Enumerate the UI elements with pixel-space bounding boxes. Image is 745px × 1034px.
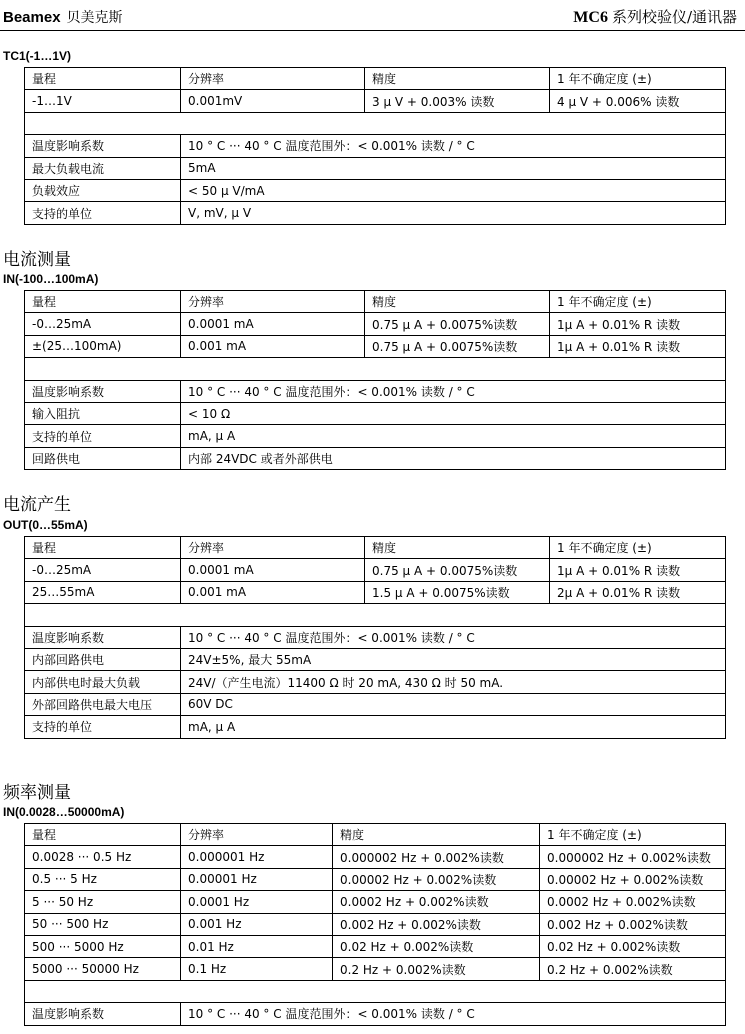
table-cell: 0.75 μ A + 0.0075%读数 <box>365 559 550 581</box>
current-generate-table <box>24 536 726 739</box>
column-header: 量程 <box>25 537 181 559</box>
spacer-row <box>25 604 726 626</box>
table-cell: 5 ··· 50 Hz <box>25 891 181 913</box>
table-cell: 0.000002 Hz + 0.002%读数 <box>540 846 726 868</box>
table-cell: 0.0002 Hz + 0.002%读数 <box>540 891 726 913</box>
column-header: 量程 <box>25 824 181 846</box>
spacer-cell <box>25 112 726 134</box>
table-cell: 0.75 μ A + 0.0075%读数 <box>365 313 550 335</box>
table-cell: 0.0001 mA <box>181 559 365 581</box>
spec-row <box>25 179 726 201</box>
table-cell: 0.00002 Hz + 0.002%读数 <box>333 868 540 890</box>
table-row <box>25 958 726 980</box>
spec-row <box>25 402 726 424</box>
column-header: 分辨率 <box>181 68 365 90</box>
table-cell: 0.001mV <box>181 90 365 112</box>
current-measure-table <box>24 290 726 470</box>
spec-label: 温度影响系数 <box>25 626 181 648</box>
table-cell: 0.02 Hz + 0.002%读数 <box>333 935 540 957</box>
spec-row <box>25 671 726 693</box>
column-header: 1 年不确定度 (±) <box>540 824 726 846</box>
table-cell: -0…25mA <box>25 559 181 581</box>
brand-name-cn: 贝美克斯 <box>66 10 123 26</box>
table-cell: 0.0001 mA <box>181 313 365 335</box>
table-cell: 0.5 ··· 5 Hz <box>25 868 181 890</box>
frequency-measure-subtitle: IN(0.0028…50000mA) <box>3 805 125 819</box>
table-cell: 1μ A + 0.01% R 读数 <box>550 335 726 357</box>
table-row <box>25 335 726 357</box>
table-cell: 0.1 Hz <box>181 958 333 980</box>
table-cell: 500 ··· 5000 Hz <box>25 935 181 957</box>
current-measure-title: 电流测量 <box>3 250 71 270</box>
tc1-table <box>24 67 726 225</box>
spec-label: 内部回路供电 <box>25 648 181 670</box>
table-header-row <box>25 291 726 313</box>
table-cell: -1…1V <box>25 90 181 112</box>
table-row <box>25 891 726 913</box>
column-header: 精度 <box>365 537 550 559</box>
spec-value: 24V/（产生电流）11400 Ω 时 20 mA, 430 Ω 时 50 mA. <box>181 671 726 693</box>
spec-row <box>25 1003 726 1025</box>
spec-label: 内部供电时最大负载 <box>25 671 181 693</box>
page-header <box>0 0 745 32</box>
table-cell: 1.5 μ A + 0.0075%读数 <box>365 581 550 603</box>
spec-row <box>25 135 726 157</box>
table-cell: -0…25mA <box>25 313 181 335</box>
table-cell: 0.000002 Hz + 0.002%读数 <box>333 846 540 868</box>
table-cell: 25…55mA <box>25 581 181 603</box>
table-row <box>25 846 726 868</box>
table-cell: 0.00001 Hz <box>181 868 333 890</box>
column-header: 分辨率 <box>181 537 365 559</box>
spec-value: 10 ° C ··· 40 ° C 温度范围外：< 0.001% 读数 / ° C <box>181 135 726 157</box>
table-cell: 0.0028 ··· 0.5 Hz <box>25 846 181 868</box>
spec-label: 负载效应 <box>25 179 181 201</box>
table-row <box>25 559 726 581</box>
column-header: 分辨率 <box>181 824 333 846</box>
table-cell: 0.75 μ A + 0.0075%读数 <box>365 335 550 357</box>
table-row <box>25 913 726 935</box>
header-divider <box>0 30 745 31</box>
spec-label: 外部回路供电最大电压 <box>25 693 181 715</box>
table-row <box>25 313 726 335</box>
table-cell: 1μ A + 0.01% R 读数 <box>550 559 726 581</box>
model-name: MC6 <box>573 9 608 26</box>
spacer-row <box>25 358 726 380</box>
spec-label: 回路供电 <box>25 447 181 469</box>
spec-value: V, mV, μ V <box>181 202 726 224</box>
table-cell: 0.000001 Hz <box>181 846 333 868</box>
table-cell: 0.0001 Hz <box>181 891 333 913</box>
spec-label: 支持的单位 <box>25 716 181 738</box>
column-header: 精度 <box>365 291 550 313</box>
spacer-row <box>25 112 726 134</box>
brand <box>3 7 123 27</box>
table-cell: 0.02 Hz + 0.002%读数 <box>540 935 726 957</box>
spec-row <box>25 157 726 179</box>
column-header: 1 年不确定度 (±) <box>550 537 726 559</box>
spec-value: 10 ° C ··· 40 ° C 温度范围外：< 0.001% 读数 / ° C <box>181 380 726 402</box>
spec-value: 5mA <box>181 157 726 179</box>
table-cell: 0.001 mA <box>181 581 365 603</box>
table-cell: 0.01 Hz <box>181 935 333 957</box>
spec-value: 内部 24VDC 或者外部供电 <box>181 447 726 469</box>
spec-row <box>25 626 726 648</box>
table-row <box>25 581 726 603</box>
spec-label: 温度影响系数 <box>25 135 181 157</box>
spec-value: mA, μ A <box>181 716 726 738</box>
column-header: 精度 <box>333 824 540 846</box>
spec-label: 输入阻抗 <box>25 402 181 424</box>
table-row <box>25 935 726 957</box>
column-header: 1 年不确定度 (±) <box>550 291 726 313</box>
table-cell: 0.00002 Hz + 0.002%读数 <box>540 868 726 890</box>
table-cell: 0.002 Hz + 0.002%读数 <box>333 913 540 935</box>
table-cell: 0.0002 Hz + 0.002%读数 <box>333 891 540 913</box>
spec-label: 温度影响系数 <box>25 1003 181 1025</box>
table-cell: 5000 ··· 50000 Hz <box>25 958 181 980</box>
spec-value: < 50 μ V/mA <box>181 179 726 201</box>
spec-value: 24V±5%, 最大 55mA <box>181 648 726 670</box>
table-cell: ±(25…100mA) <box>25 335 181 357</box>
document-title <box>573 6 737 27</box>
table-cell: 3 μ V + 0.003% 读数 <box>365 90 550 112</box>
model-description: 系列校验仪/通讯器 <box>611 8 737 26</box>
spec-label: 支持的单位 <box>25 425 181 447</box>
table-header-row <box>25 68 726 90</box>
table-cell: 0.2 Hz + 0.002%读数 <box>540 958 726 980</box>
spec-value: mA, μ A <box>181 425 726 447</box>
spec-row <box>25 202 726 224</box>
spec-value: < 10 Ω <box>181 402 726 424</box>
table-cell: 50 ··· 500 Hz <box>25 913 181 935</box>
column-header: 分辨率 <box>181 291 365 313</box>
spec-value: 60V DC <box>181 693 726 715</box>
spec-label: 最大负载电流 <box>25 157 181 179</box>
brand-name: Beamex <box>3 9 61 26</box>
spec-row <box>25 380 726 402</box>
spec-value: 10 ° C ··· 40 ° C 温度范围外：< 0.001% 读数 / ° C <box>181 626 726 648</box>
current-generate-title: 电流产生 <box>3 495 71 515</box>
table-cell: 4 μ V + 0.006% 读数 <box>550 90 726 112</box>
table-cell: 2μ A + 0.01% R 读数 <box>550 581 726 603</box>
frequency-measure-table <box>24 823 726 1026</box>
tc1-subtitle: TC1(-1…1V) <box>3 49 72 63</box>
spacer-cell <box>25 358 726 380</box>
table-cell: 0.2 Hz + 0.002%读数 <box>333 958 540 980</box>
column-header: 量程 <box>25 68 181 90</box>
table-cell: 0.001 Hz <box>181 913 333 935</box>
table-row <box>25 90 726 112</box>
current-measure-subtitle: IN(-100…100mA) <box>3 272 99 286</box>
spec-value: 10 ° C ··· 40 ° C 温度范围外：< 0.001% 读数 / ° C <box>181 1003 726 1025</box>
table-cell: 0.001 mA <box>181 335 365 357</box>
column-header: 精度 <box>365 68 550 90</box>
spec-row <box>25 425 726 447</box>
spacer-cell <box>25 604 726 626</box>
spacer-row <box>25 980 726 1002</box>
current-generate-subtitle: OUT(0…55mA) <box>3 518 88 532</box>
column-header: 1 年不确定度 (±) <box>550 68 726 90</box>
spec-row <box>25 648 726 670</box>
table-header-row <box>25 537 726 559</box>
spec-row <box>25 447 726 469</box>
frequency-measure-title: 频率测量 <box>3 783 71 803</box>
spec-row <box>25 716 726 738</box>
spec-label: 支持的单位 <box>25 202 181 224</box>
table-cell: 1μ A + 0.01% R 读数 <box>550 313 726 335</box>
table-row <box>25 868 726 890</box>
table-header-row <box>25 824 726 846</box>
spec-label: 温度影响系数 <box>25 380 181 402</box>
spec-row <box>25 693 726 715</box>
spacer-cell <box>25 980 726 1002</box>
column-header: 量程 <box>25 291 181 313</box>
table-cell: 0.002 Hz + 0.002%读数 <box>540 913 726 935</box>
